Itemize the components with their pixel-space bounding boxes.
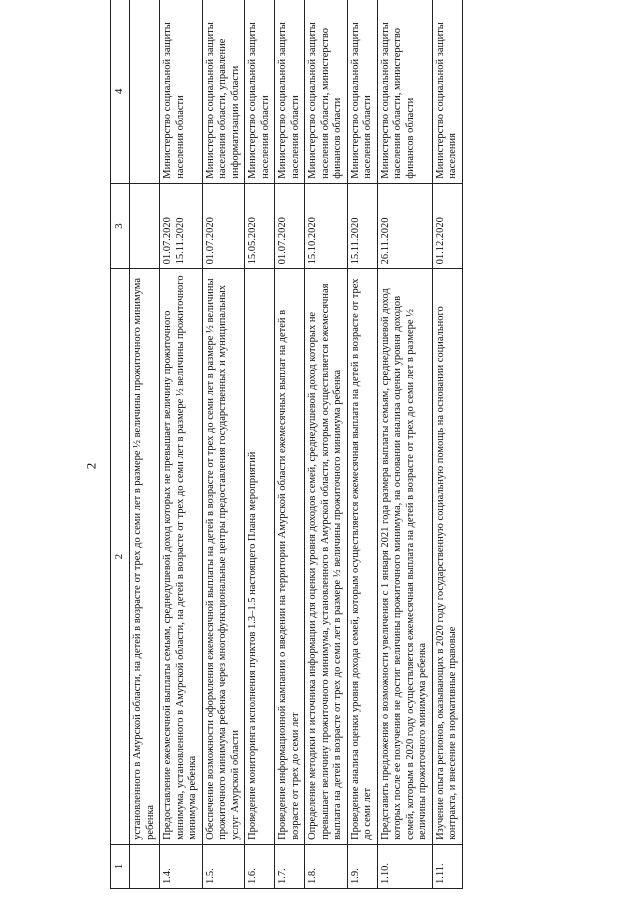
row-number: 1.5. [202, 844, 245, 888]
table-row [305, 0, 348, 889]
row-date: 01.12.2020 [432, 183, 462, 269]
row-date: 15.11.2020 [347, 183, 377, 269]
row-number: 1.10. [377, 844, 432, 888]
row-text: Представить предложения о возможности увеличения с 1 января 2021 года размера выплаты семьям, среднедушевой доход которых после ее получения не достиг величины прожиточного минимума, на основании анализа оценки уровня доходов семей, которым в 2020 году осуществляется ежемесячная выплата на детей в возрасте от трех до семи лет в размере ½ величины прожиточного минимума ребенка [377, 269, 432, 845]
row-text: Предоставление ежемесячной выплаты семьям, среднедушевой доход которых не превышает величину прожиточного минимума, установленного в Амурской области, на детей в возрасте от трех до семи лет в размере ½ величины прожиточного минимума ребенка [160, 269, 203, 845]
row-number [130, 844, 160, 888]
row-text: Проведение анализа оценки уровня дохода семей, которым осуществляется ежемесячная выплата на детей в возрасте от трех до семи лет [347, 269, 377, 845]
table-row [245, 0, 275, 889]
table-row [202, 0, 245, 889]
row-number: 1.11. [432, 844, 462, 888]
table-body [130, 0, 463, 889]
row-executor: Министерство социальной защиты населения области [245, 0, 275, 183]
row-text: установленного в Амурской области, на детей в возрасте от трех до семи лет в размере ½ величины прожиточного минимума ребенка [130, 269, 160, 845]
row-text: Проведение информационной кампании о введении на территории Амурской области ежемесячных выплат на детей в возрасте от трех до семи лет [275, 269, 305, 845]
header-col-3: 3 [111, 183, 130, 269]
table-row [160, 0, 203, 889]
table-row [130, 0, 160, 889]
row-date: 15.10.2020 [305, 183, 348, 269]
table-row [377, 0, 432, 889]
row-text: Изучение опыта регионов, оказывающих в 2020 году государственную социальную помощь на основании социального контракта, и внесение в нормативные правовые [432, 269, 462, 845]
row-number: 1.4. [160, 844, 203, 888]
row-executor: Министерство социальной защиты населения области [347, 0, 377, 183]
page-number: 2 [83, 462, 99, 470]
row-date: 01.07.2020 15.11.2020 [160, 183, 203, 269]
row-executor: Министерство социальной защиты населения области [160, 0, 203, 183]
plan-table [110, 0, 463, 889]
table-row [432, 0, 462, 889]
row-date: 01.07.2020 [275, 183, 305, 269]
row-executor [130, 0, 160, 183]
row-executor: Министерство социальной защиты населения области, министерство финансов области [377, 0, 432, 183]
row-date: 01.07.2020 [202, 183, 245, 269]
row-executor: Министерство социальной защиты населения [432, 0, 462, 183]
row-text: Определение методики и источника информации для оценки уровня доходов семей, среднедушевой доход которых не превышает величину прожиточного минимума, установленного в Амурской области, которым осуществляется ежемесячная выплата на детей в возрасте от трех до семи лет в размере ½ величины прожиточного минимума ребенка [305, 269, 348, 845]
row-text: Проведение мониторинга исполнения пунктов 1.3–1.5 настоящего Плана мероприятий [245, 269, 275, 845]
row-date [130, 183, 160, 269]
plan-table-container [110, 0, 610, 889]
header-col-2: 2 [111, 269, 130, 845]
row-number: 1.9. [347, 844, 377, 888]
header-row [111, 0, 130, 889]
row-text: Обеспечение возможности оформления ежемесячной выплаты на детей в возрасте от трех до семи лет в размере ½ величины прожиточного минимума ребенка через многофункциональные центры предоставления государственных и муниципальных услуг Амурской области [202, 269, 245, 845]
header-col-1: 1 [111, 844, 130, 888]
row-executor: Министерство социальной защиты населения области, управление информатизации области [202, 0, 245, 183]
header-col-4: 4 [111, 0, 130, 183]
row-executor: Министерство социальной защиты населения области [275, 0, 305, 183]
row-number: 1.8. [305, 844, 348, 888]
table-row [275, 0, 305, 889]
row-number: 1.7. [275, 844, 305, 888]
table-row [347, 0, 377, 889]
row-date: 15.05.2020 [245, 183, 275, 269]
row-executor: Министерство социальной защиты населения области, министерство финансов области [305, 0, 348, 183]
row-date: 26.11.2020 [377, 183, 432, 269]
row-number: 1.6. [245, 844, 275, 888]
